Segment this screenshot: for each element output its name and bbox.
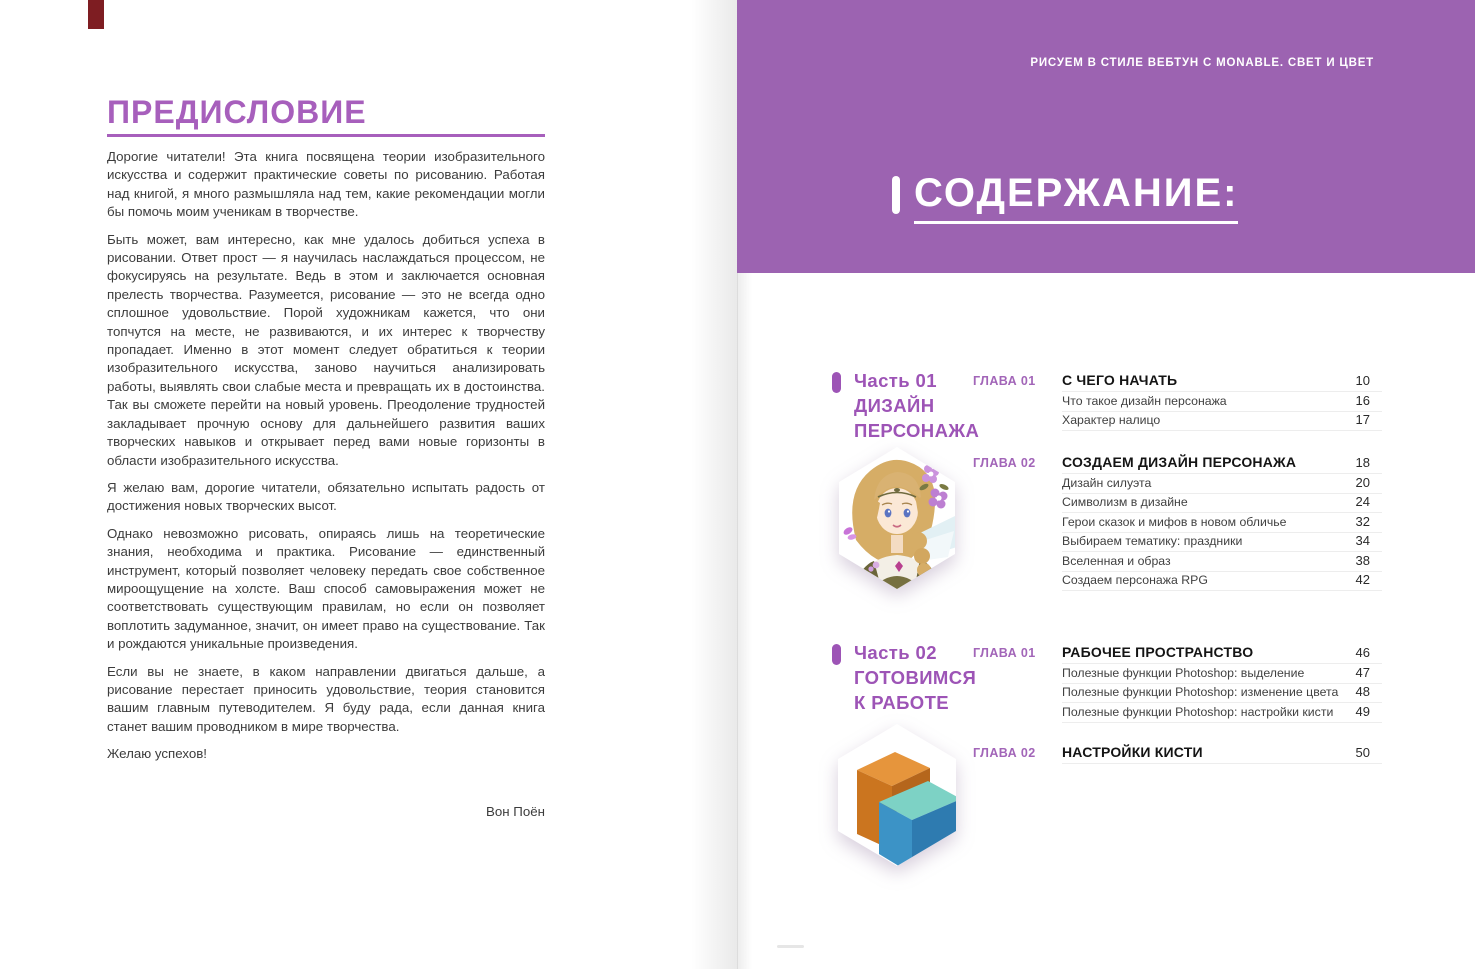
page-number: 50 [1355, 745, 1370, 760]
part-name-line: ПЕРСОНАЖА [854, 420, 980, 441]
running-head: РИСУЕМ В СТИЛЕ ВЕБТУН С MONABLE. СВЕТ И ЦВЕТ [1030, 57, 1374, 69]
chapter-title: СОЗДАЕМ ДИЗАЙН ПЕРСОНАЖА [1062, 454, 1297, 470]
character-portrait-illustration [836, 445, 958, 591]
toc-title-text: СОДЕРЖАНИЕ: [914, 172, 1238, 224]
chapter-group [1062, 741, 1382, 764]
page-title: ПРЕДИСЛОВИЕ [107, 94, 367, 130]
purple-banner [737, 0, 1475, 273]
chapter-title: С ЧЕГО НАЧАТЬ [1062, 372, 1178, 388]
toc-row [1062, 392, 1382, 412]
color-cubes-illustration [835, 722, 959, 868]
toc-entry: Герои сказок и мифов в новом обличье [1062, 514, 1287, 529]
chapter-title: НАСТРОЙКИ КИСТИ [1062, 744, 1203, 760]
toc-entry: Полезные функции Photoshop: изменение цвета [1062, 685, 1339, 699]
part-name-line: ДИЗАЙН [854, 395, 935, 416]
glava-label: ГЛАВА 02 [973, 456, 1036, 470]
paragraph: Дорогие читатели! Эта книга посвящена теории изобразительного искусства и содержит практические советы по рисованию. Работая над книгой, я много размышляла над тем, какие рекомендации могли бы помочь моим ученикам в творчестве. [107, 149, 545, 220]
page-preface [0, 0, 737, 969]
toc-row [1062, 684, 1382, 704]
toc-row [1062, 513, 1382, 533]
part-label: Часть 01 [854, 370, 937, 391]
toc-entry: Дизайн силуэта [1062, 475, 1152, 490]
toc-row [1062, 474, 1382, 494]
page-number: 34 [1355, 533, 1370, 548]
page-number: 32 [1355, 513, 1370, 529]
toc-row [1062, 664, 1382, 684]
page-number: 18 [1355, 455, 1370, 470]
part-name-line: ГОТОВИМСЯ [854, 667, 977, 688]
part-name-line: К РАБОТЕ [854, 692, 950, 713]
page-number: 48 [1355, 684, 1370, 699]
toc-entry: Символизм в дизайне [1062, 495, 1188, 509]
paragraph: Быть может, вам интересно, как мне удалось добиться успеха в рисовании. Ответ прост — я научилась наслаждаться процессом, не фокусируясь на результате. Ведь в этом и заключается основная прелесть творчества. Разумеется, рисование — это не всегда одно сплошное удовольствие. Порой художникам кажется, что они топчутся на месте, не развиваются, и их интерес к творчеству пропадает. Именно в этот момент следует обратиться к теории изобразительного искусства, заново научиться анализировать работы, выявлять свои слабые места и превращать их в достоинства. Так вы сможете перейти на новый уровень. Преодоление трудностей закладывает прочную основу для дальнейшего развития ваших творческих навыков и открывает перед вами новые горизонты в области изобразительного искусства. [107, 231, 545, 468]
corner-mark [88, 0, 104, 29]
glava-label: ГЛАВА 02 [973, 746, 1036, 760]
paragraph: Если вы не знаете, в каком направлении двигаться дальше, а рисование перестает приносить удовольствие, теория становится вашим главным путеводителем. Я буду рада, если данная книга станет вашим проводником в мире творчества. [107, 663, 545, 734]
chapter-group [1062, 451, 1382, 591]
toc-row [1062, 741, 1382, 764]
toc-row [1062, 641, 1382, 664]
page-number: 20 [1355, 474, 1370, 490]
toc-entry: Характер налицо [1062, 413, 1161, 427]
page-number: 47 [1355, 664, 1370, 680]
page-number: 42 [1355, 572, 1370, 587]
page-number: 24 [1355, 494, 1370, 509]
toc-row [1062, 552, 1382, 572]
spine-shadow [691, 0, 737, 969]
toc-row [1062, 533, 1382, 553]
toc-row [1062, 369, 1382, 392]
page-number: 10 [1355, 373, 1370, 388]
page-number: 16 [1355, 392, 1370, 408]
page-contents [737, 0, 1475, 969]
glava-label: ГЛАВА 01 [973, 374, 1036, 388]
toc-entry: Что такое дизайн персонажа [1062, 393, 1227, 408]
preface-body [107, 148, 545, 764]
title-underline [107, 134, 545, 137]
page-number: 49 [1355, 703, 1370, 719]
part-pill-icon [832, 644, 841, 665]
page-number: 38 [1355, 552, 1370, 568]
toc-row [1062, 412, 1382, 432]
page-number: 46 [1355, 645, 1370, 660]
glava-label: ГЛАВА 01 [973, 646, 1036, 660]
toc-row [1062, 703, 1382, 723]
toc-row [1062, 494, 1382, 514]
toc-entry: Создаем персонажа RPG [1062, 573, 1208, 587]
part-label: Часть 02 [854, 642, 937, 663]
toc-row [1062, 451, 1382, 474]
part-pill-icon [832, 372, 841, 393]
toc-entry: Вселенная и образ [1062, 553, 1171, 568]
author-signature: Вон Поён [486, 803, 545, 819]
paragraph: Однако невозможно рисовать, опираясь лишь на теоретические знания, необходима и практика. Рисование — единственный инструмент, который позволяет человеку передать свое собственное мироощущение на холсте. Ваш способ самовыражения может не соответствовать существующим правилам, но если он позволяет воплотить задуманное, значит, он имеет право на существование. Так и рождаются уникальные произведения. [107, 525, 545, 652]
page-number: 17 [1355, 412, 1370, 427]
toc-title [892, 172, 1238, 224]
toc-row [1062, 572, 1382, 592]
chapter-title: РАБОЧЕЕ ПРОСТРАНСТВО [1062, 644, 1254, 660]
paragraph: Я желаю вам, дорогие читатели, обязательно испытать радость от достижения новых творческих высот. [107, 479, 545, 514]
paragraph: Желаю успехов! [107, 746, 207, 762]
preface-content [107, 95, 545, 819]
chapter-group [1062, 641, 1382, 723]
toc-entry: Полезные функции Photoshop: выделение [1062, 665, 1305, 680]
title-bar-icon [892, 176, 900, 214]
toc-entry: Полезные функции Photoshop: настройки кисти [1062, 704, 1334, 719]
footer-dash [777, 945, 804, 948]
toc-entry: Выбираем тематику: праздники [1062, 534, 1243, 548]
chapter-group [1062, 369, 1382, 431]
